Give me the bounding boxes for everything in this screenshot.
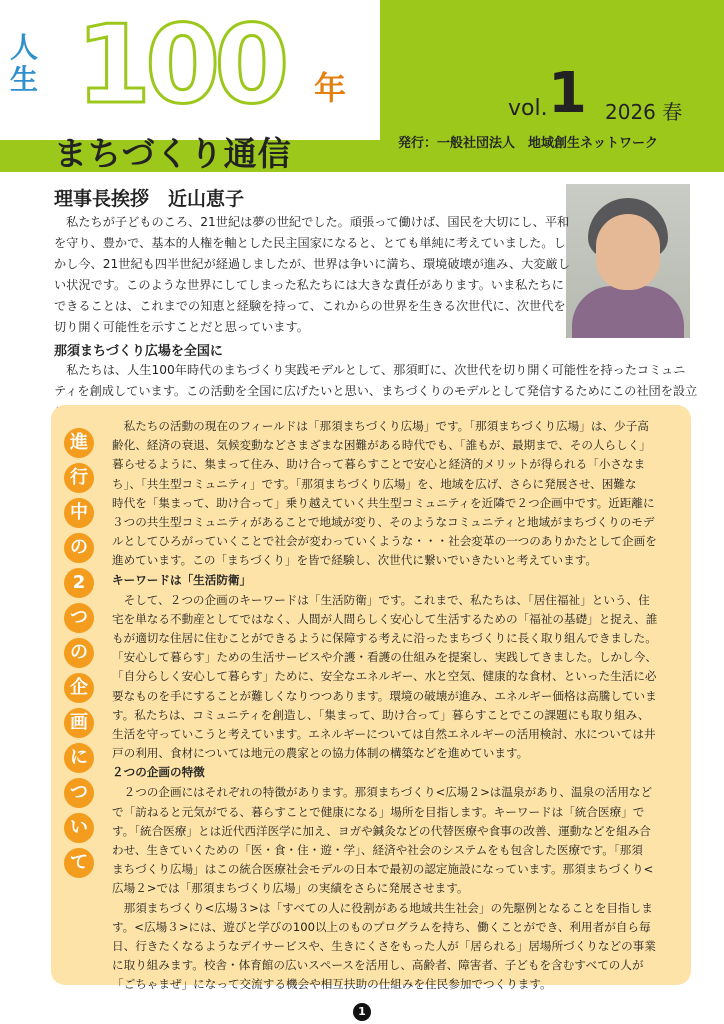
keyword-heading: キーワードは「生活防衛」 xyxy=(112,572,252,587)
keyword-line: す。私たちは、コミュニティを創造し、「集まって、助け合って」暮らすことでこの課題にも取り組み、 xyxy=(112,707,650,722)
vertical-title-char: つ xyxy=(64,603,94,633)
vertical-title-char: つ xyxy=(64,778,94,808)
greeting-line: い状況です。このような世界にしてしまった私たちには大きな責任があります。いま私たちに xyxy=(54,278,564,292)
greeting-line: を守り、豊かで、基本的人権を軸とした民主国家になると、とても単純に考えていました。し xyxy=(54,236,566,250)
keyword-line: 「自分らしく安心して暮らす」ために、安全なエネルギー、水と空気、健康的な食材、といった生活に必 xyxy=(112,669,657,684)
keyword-line: 宅を単なる不動産としてではなく、人間が人間らしく安心して生活するための「福祉の基礎」と捉え、誰 xyxy=(112,611,658,626)
keyword-line: 生活を守っていこうと考えています。エネルギーについては自然エネルギーの活用検討、水については井 xyxy=(112,727,656,741)
features-line: で「訪ねると元気がでる、暮らすことで健康になる」場所を目指します。キーワードは「統合医療」で xyxy=(112,804,645,819)
feature-intro-line: 時代を「集まって、助け合って」乗り越えていく共生型コミュニティを近隣で２つ企画中です。近距離に xyxy=(112,495,655,510)
keyword-line: もが適切な住居に住むことができるように保障する考えに沿ったまちづくりに長く取り組んできました。 xyxy=(112,631,657,645)
chairperson-photo xyxy=(566,184,690,338)
greeting-line: できることは、これまでの知恵と経験を持って、これからの世界を生きる次世代に、次世代を xyxy=(54,299,566,313)
greeting-sub-line: 私たちは、人生100年時代のまちづくり実践モデルとして、那須町に、次世代を切り開く可能性を持ったコミュニ xyxy=(54,363,686,377)
features-line: 日、行きたくなるようなデイサービスや、生きにくさをもった人が「居られる」居場所づくりなどの事業 xyxy=(112,939,656,953)
vertical-title-char: い xyxy=(64,813,94,843)
vertical-title-char: 企 xyxy=(64,673,94,703)
features-line: 那須まちづくり<広場３>は「すべての人に役割がある地域共生社会」の先駆例となることを目指しま xyxy=(112,900,653,915)
vertical-title-char: 中 xyxy=(64,498,94,528)
keyword-line: 要なものを手にすることが難しくなりつつあります。環境の破壊が進み、エネルギー価格は高騰していま xyxy=(112,688,657,703)
feature-intro-line: ルとしてひろがっていくことで社会が変わっていくような・・・社会変革の一つのありかたとして企画を xyxy=(112,534,657,549)
feature-intro-line: ち」、「共生型コミュニティ」です。「那須まちづくり広場」を、地域を広げ、さらに発展させ、困難な xyxy=(112,476,637,491)
vertical-title-char: の xyxy=(64,638,94,668)
vertical-title-char: 2 xyxy=(64,568,94,598)
greeting-sub-line: ティを創成しています。この活動を全国に広げたいと思い、まちづくりのモデルとして発信するためにこの社団を設立 xyxy=(54,384,698,398)
greeting-line: かし今、21世紀も四半世紀が経過しましたが、世界は争いに満ち、環境破壊が進み、大変厳し xyxy=(54,257,570,271)
vertical-title-char: 進 xyxy=(64,428,94,458)
keyword-line: 戸の利用、食材については地元の農家との協力体制の構築などを進めています。 xyxy=(112,746,529,761)
features-line: 「ごちゃまぜ」になって交流する機会や相互扶助の仕組みを住民参加でつくります。 xyxy=(112,977,552,992)
features-line: に取り組みます。校舎・体育館の広いスペースを活用し、高齢者、障害者、子どもを含むすべての人が xyxy=(112,958,644,973)
greeting-line: 私たちが子どものころ、21世紀は夢の世紀でした。頑張って働けば、国民を大切にし、平和 xyxy=(54,215,570,229)
feature-intro-line: 進めています。この「まちづくり」を皆で経験し、次世代に繋いでいきたいと考えています。 xyxy=(112,553,597,568)
features-heading: ２つの企画の特徴 xyxy=(112,765,205,780)
keyword-line: 「安心して暮らす」ための生活サービスや介護・看護の仕組みを提案し、実践してきました。しかし今、 xyxy=(112,650,657,665)
vertical-title-char: 画 xyxy=(64,708,94,738)
vertical-title-char: て xyxy=(64,848,94,878)
feature-intro-line: 暮らせるように、集まって住み、助け合って暮らすことで安心と経済的メリットが得られる「小さなま xyxy=(112,457,646,472)
greeting-heading: 理事長挨拶 近山恵子 xyxy=(54,188,245,210)
features-line: わせ、生きていくための「医・食・住・遊・学」、経済や社会のシステムをも包含した医療です。「那須 xyxy=(112,843,643,857)
volume-label: vol. xyxy=(508,96,548,121)
photo-shirt xyxy=(572,286,684,338)
feature-intro-line: ３つの共生型コミュニティがあることで地域が変り、そのようなコミュニティと地域がまちづくりのモデ xyxy=(112,515,655,529)
vertical-title-char: に xyxy=(64,743,94,773)
page-number: 1 xyxy=(353,1003,371,1021)
feature-intro-line: 齢化、経済の衰退、気候変動などさまざまな困難がある時代でも、「誰もが、最期まで、その人らしく」 xyxy=(112,438,651,453)
vertical-title-char: 行 xyxy=(64,463,94,493)
publisher-line: 発行：一般社団法人 地域創生ネットワーク xyxy=(398,136,659,151)
masthead-100: 100 xyxy=(76,3,284,128)
volume-number: 1 xyxy=(548,61,587,126)
greeting-line: 切り開く可能性を示すことだと思っています。 xyxy=(54,320,309,334)
greeting-subheading: 那須まちづくり広場を全国に xyxy=(54,344,223,359)
features-line: ２つの企画にはそれぞれの特徴があります。那須まちづくり<広場２>は温泉があり、温泉の活用など xyxy=(112,785,653,800)
photo-face xyxy=(596,214,660,290)
features-line: す。<広場３>には、遊びと学びの100以上のものプログラムを持ち、働くことができ、利用者が自ら毎 xyxy=(112,919,651,934)
masthead-jin: 人 xyxy=(10,31,39,64)
masthead-nen: 年 xyxy=(314,69,347,107)
features-line: まちづくり広場」はこの統合医療社会モデルの日本で最初の認定施設になっています。那須まちづくり< xyxy=(112,862,654,877)
vertical-title-char: の xyxy=(64,533,94,563)
keyword-line: そして、２つの企画のキーワードは「生活防衛」です。これまで、私たちは、「居住福祉」という、住 xyxy=(112,592,650,607)
issue-season: 2026 春 xyxy=(605,100,683,124)
newsletter-title: まちづくり通信 xyxy=(54,134,292,173)
masthead-sei: 生 xyxy=(10,63,39,96)
features-line: 広場２>では「那須まちづくり広場」の実績をさらに発展させます。 xyxy=(112,881,469,896)
features-line: す。「統合医療」とは近代西洋医学に加え、ヨガや鍼灸などの代替医療や食事の改善、運動などを組み合 xyxy=(112,823,651,838)
feature-intro-line: 私たちの活動の現在のフィールドは「那須まちづくり広場」です。「那須まちづくり広場」は、少子高 xyxy=(112,419,649,433)
